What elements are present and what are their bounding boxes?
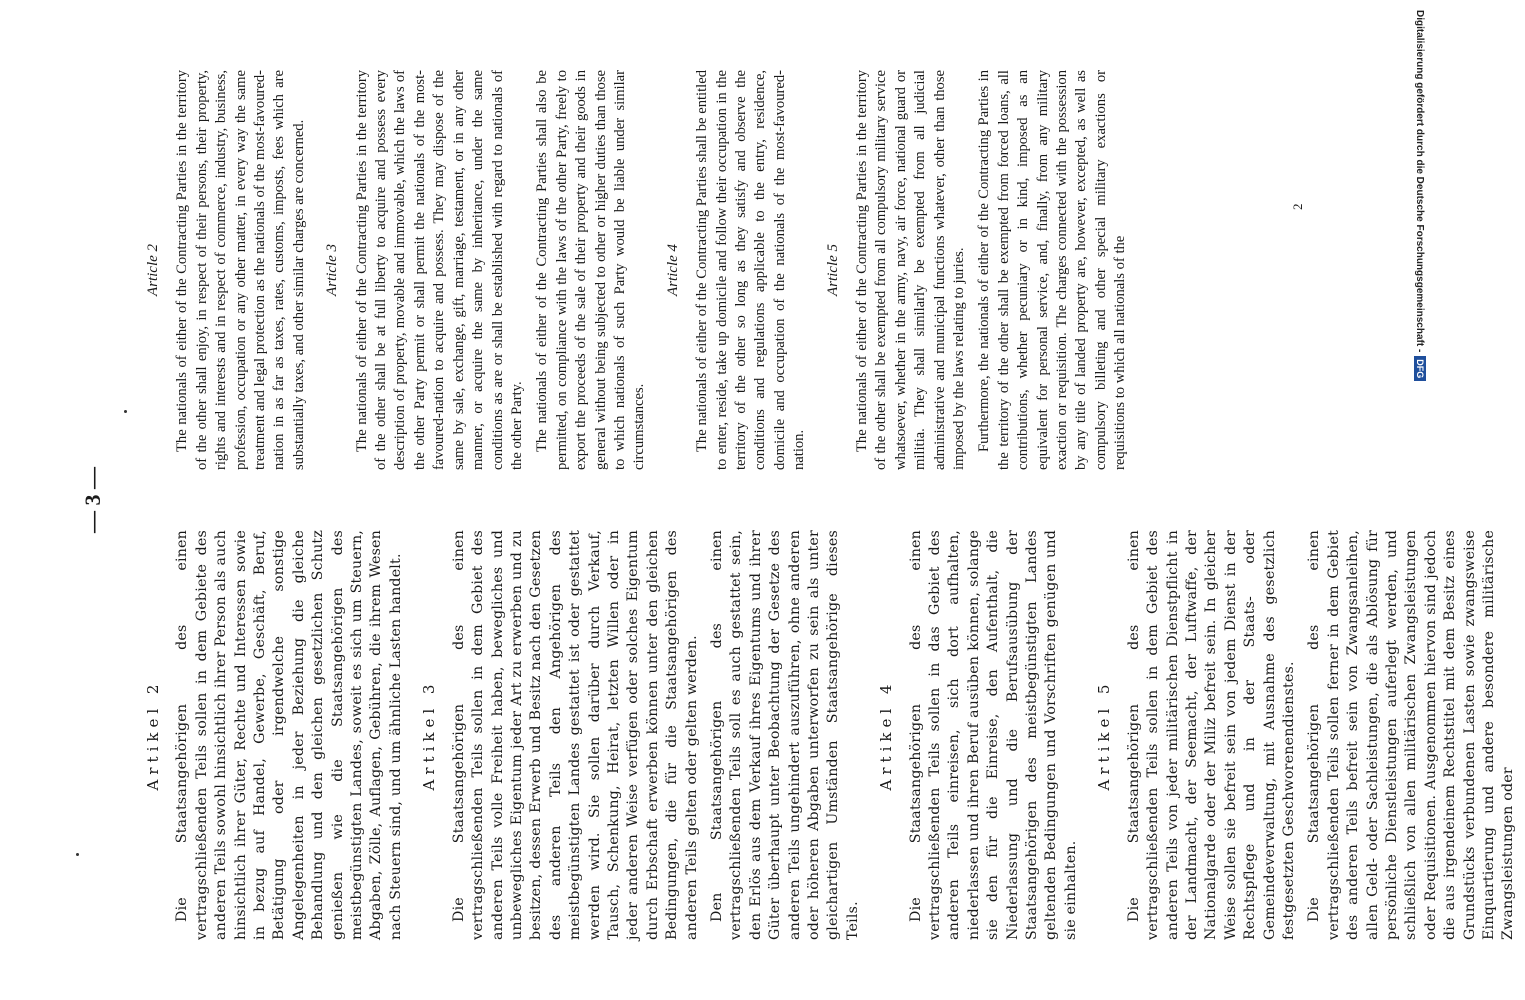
german-article-2-title: Artikel 2 — [144, 679, 162, 791]
german-article-5-para-1: Die Staatsangehörigen des einen vertragschließenden Teils sollen in dem Gebiet des anderen Teils von jeder militärischen Dienstpflicht in der Landmacht, der Seemacht, der Luftwaffe, der Nationalgarde oder der Miliz befreit sein. In gleicher Weise sollen sie befreit sein von jedem Dienst in der Rechtspflege und in der Staats- oder Gemeindeverwaltung, mit Ausnahme des gesetzlich festgesetzten Geschworenendienstes. — [1125, 530, 1297, 940]
english-article-3-title: Article 3 — [324, 243, 341, 297]
english-article-5-title: Article 5 — [824, 243, 841, 297]
english-article-4-para-1: The nationals of either of the Contracting Parties shall be entitled to enter, reside, take up domicile and follow their occupation in the territory of the other so long as they satisfy and observe the conditions and regulations applicable to the entry, residence, domicile and occupation of the nationals of the most-favoured-nation. — [694, 70, 808, 470]
german-article-3-para-1: Die Staatsangehörigen des einen vertragschließenden Teils sollen in dem Gebiet des anderen Teils volle Freiheit haben, bewegliches und unbewegliches Eigentum jeder Art zu erwerben und zu besitzen, dessen Erwerb und Besitz nach den Gesetzen des anderen Teils den Angehörigen des meistbegünstigten Landes gestattet ist oder gestattet werden wird. Sie sollen darüber durch Verkauf, Tausch, Schenkung, Heirat, letzten Willen oder in jeder anderen Weise verfügen oder solches Eigentum durch Erbschaft erwerben können unter den gleichen Bedingungen, die für die Staatsangehörigen des anderen Teils gelten oder gelten werden. — [450, 530, 700, 940]
english-article-4-title: Article 4 — [664, 243, 681, 297]
english-column — [130, 70, 1137, 470]
dfg-logo: DFG — [1414, 356, 1426, 381]
english-article-5-para-2: Furthermore, the nationals of either of the Contracting Parties in the territory of the other shall be exempted from forced loans, all contributions, whether pecuniary or in kind, imposed as an equivalent for personal service, and, finally, from any military exaction or requisition. The charges connected with the possession by any title of landed property are, however, excepted, as well as compulsory billeting and other special military exactions or requisitions to which all nationals of the — [976, 70, 1129, 470]
english-article-2-text: The nationals of either of the Contracting Parties in the territory of the other shall enjoy, in respect of their persons, their property, rights and interests and in respect of commerce, industry, business, profession, occupation or any other matter, in every way the same treatment and legal protection as the nationals of the most-favoured-nation in as far as taxes, rates, customs, imposts, fees which are substantially taxes, and other similar charges are concerned. — [174, 70, 307, 470]
german-column — [130, 530, 1525, 940]
german-article-5-para-2: Die Staatsangehörigen des einen vertragschließenden Teils sollen ferner in dem Gebiet des anderen Teils befreit sein von Zwangsanleihen, allen Geld- oder Sachleistungen, die als Ablösung für persönliche Dienstleistungen auferlegt werden, und schließlich von allen militärischen Zwangsleistungen oder Requisitionen. Ausgenommen hiervon sind jedoch die aus irgendeinem Rechtstitel mit dem Besitz eines Grundstücks verbundenen Lasten sowie zwangsweise Einquartierung und andere besondere militärische Zwangsleistungen oder — [1306, 530, 1517, 940]
scan-speck — [124, 410, 127, 413]
german-article-3-para-2: Den Staatsangehörigen des einen vertragschließenden Teils soll es auch gestattet sein, den Erlös aus dem Verkauf ihres Eigentums und ihrer Güter überhaupt unter Beobachtung der Gesetze des anderen Teils ungehindert auszuführen, ohne anderen oder höheren Abgaben unterworfen zu sein als unter gleichartigen Umständen Staatsangehörige dieses Teils. — [708, 530, 861, 940]
scan-speck — [76, 853, 79, 856]
english-article-3-para-2: The nationals of either of the Contracting Parties shall also be permitted, on compliance with the laws of the other Party, freely to export the proceeds of the sale of their property and their goods in general without being subjected to other or higher duties than those to which nationals of such Party would be liable under similar circumstances. — [534, 70, 648, 470]
page-marker: 2 — [1290, 203, 1305, 210]
german-article-2-text: Die Staatsangehörigen des einen vertragschließenden Teils sollen in dem Gebiete des anderen Teils sowohl hinsichtlich ihrer Person als auch hinsichtlich ihrer Güter, Rechte und Interessen sowie in bezug auf Handel, Gewerbe, Geschäft, Beruf, Betätigung oder irgendwelche sonstige Angelegenheiten in jeder Beziehung die gleiche Behandlung und den gleichen gesetzlichen Schutz genießen wie die Staatsangehörigen des meistbegünstigten Landes, soweit es sich um Steuern, Abgaben, Zölle, Auflagen, Gebühren, die ihrem Wesen nach Steuern sind, und um ähnliche Lasten handelt. — [174, 530, 404, 940]
digitization-notice-text: Digitalisierung gefördert durch die Deutsche Forschungsgemeinschaft - — [1414, 10, 1425, 353]
english-article-3-para-1: The nationals of either of the Contracting Parties in the territory of the other shall be at full liberty to acquire and possess every description of property, movable and immovable, which the laws of the other Party permit or shall permit the nationals of the most-favoured-nation to acquire and possess. They may dispose of the same by sale, exchange, gift, marriage, testament, or in any other manner, or acquire the same by inheritance, under the same conditions as are or shall be established with regard to nationals of the other Party. — [353, 70, 525, 470]
german-article-4-para-1: Die Staatsangehörigen des einen vertragschließenden Teils sollen in das Gebiet des anderen Teils einreisen, sich dort aufhalten, niederlassen und ihren Beruf ausüben können, solange sie den für die Einreise, den Aufenthalt, die Niederlassung und die Berufsausübung der Staatsangehörigen des meistbegünstigten Landes geltenden Bedingungen und Vorschriften genügen und sie einhalten. — [907, 530, 1079, 940]
english-article-2-title: Article 2 — [145, 243, 161, 297]
page-header: — 3 — — [80, 467, 105, 533]
english-article-5-para-1: The nationals of either of the Contracting Parties in the territory of the other shall be exempted from all compulsory military service whatsoever, whether in the army, navy, air force, national guard or militia. They shall similarly be exempted from all judicial administrative and municipal functions whatever, other than those imposed by the laws relating to juries. — [854, 70, 968, 470]
digitization-notice — [1408, 10, 1430, 390]
german-article-3-title: Artikel 3 — [420, 679, 439, 791]
german-article-4-title: Artikel 4 — [877, 679, 896, 791]
german-article-5-title: Artikel 5 — [1095, 679, 1114, 791]
